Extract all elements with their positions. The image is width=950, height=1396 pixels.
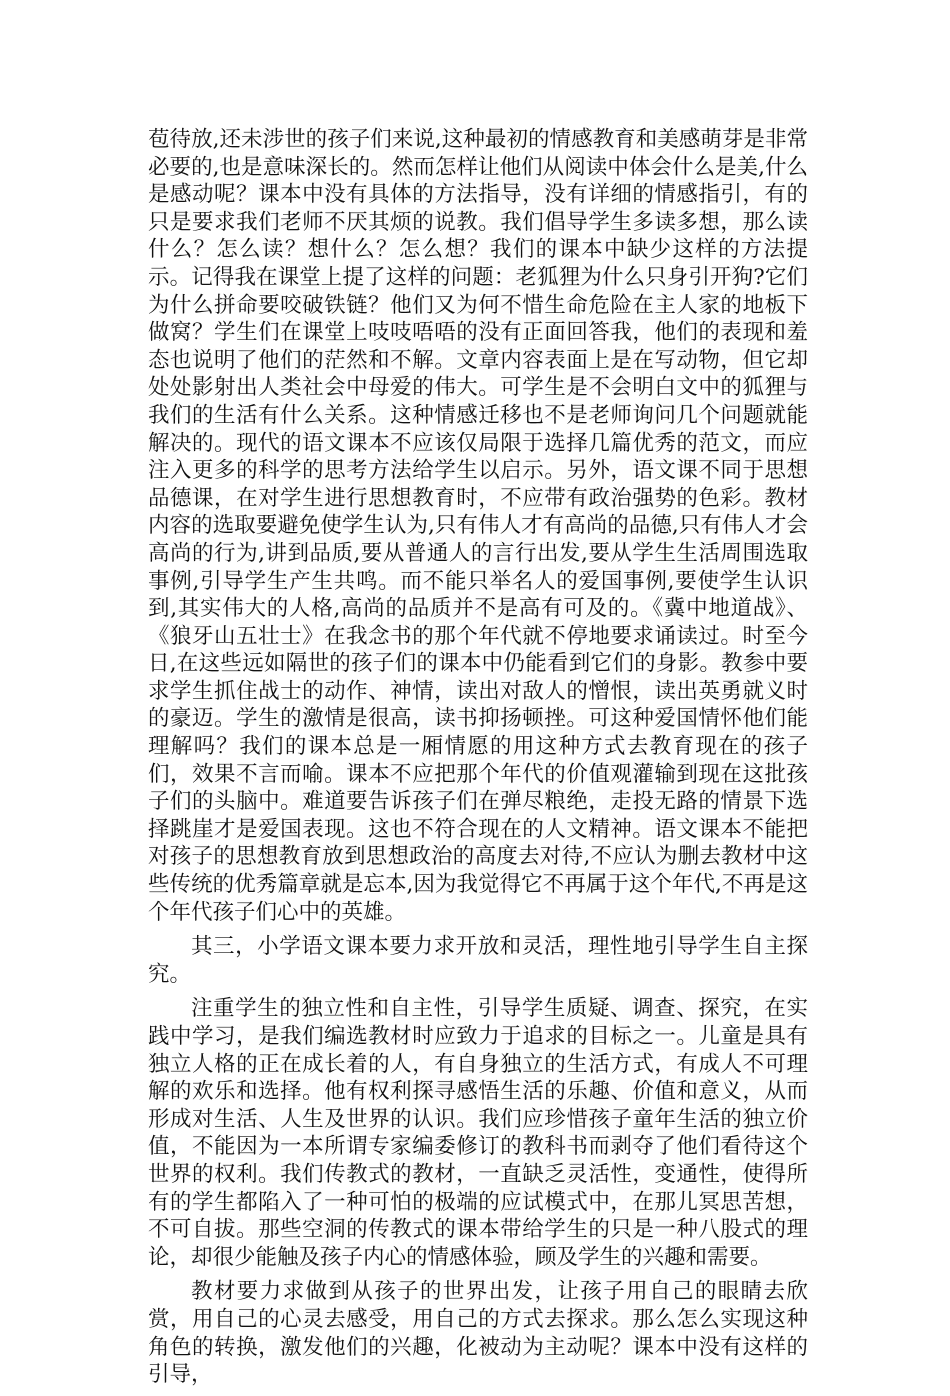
body-text	[148, 126, 808, 1396]
paragraph-student-independence: 注重学生的独立性和自主性，引导学生质疑、调查、探究，在实践中学习，是我们编选教材时应致力于追求的目标之一。儿童是具有独立人格的正在成长着的人，有自身独立的生活方式，有成人不可理解的欢乐和选择。他有权利探寻感悟生活的乐趣、价值和意义，从而形成对生活、人生及世界的认识。我们应珍惜孩子童年生活的独立价值，不能因为一本所谓专家编委修订的教科书而剥夺了他们看待这个世界的权利。我们传教式的教材，一直缺乏灵活性，变通性，使得所有的学生都陷入了一种可怕的极端的应试模式中，在那儿冥思苦想，不可自拔。那些空洞的传教式的课本带给学生的只是一种八股式的理论，却很少能触及孩子内心的情感体验，顾及学生的兴趣和需要。	[148, 996, 808, 1270]
paragraph-point-three: 其三，小学语文课本要力求开放和灵活，理性地引导学生自主探究。	[148, 934, 808, 987]
paragraph-child-world: 教材要力求做到从孩子的世界出发，让孩子用自己的眼睛去欣赏，用自己的心灵去感受，用自己的方式去探求。那么怎么实现这种角色的转换，激发他们的兴趣，化被动为主动呢？课本中没有这样的引导，	[148, 1279, 808, 1388]
paragraph-continued: 苞待放,还未涉世的孩子们来说,这种最初的情感教育和美感萌芽是非常必要的,也是意味深长的。然而怎样让他们从阅读中体会什么是美,什么是感动呢？课本中没有具体的方法指导，没有详细的情感指引，有的只是要求我们老师不厌其烦的说教。我们倡导学生多读多想，那么读什么？怎么读？想什么？怎么想？我们的课本中缺少这样的方法提示。记得我在课堂上提了这样的问题：老狐狸为什么只身引开狗?它们为什么拼命要咬破铁链？他们又为何不惜生命危险在主人家的地板下做窝？学生们在课堂上吱吱唔唔的没有正面回答我，他们的表现和羞态也说明了他们的茫然和不解。文章内容表面上是在写动物，但它却处处影射出人类社会中母爱的伟大。可学生是不会明白文中的狐狸与我们的生活有什么关系。这种情感迁移也不是老师询问几个问题就能解决的。现代的语文课本不应该仅局限于选择几篇优秀的范文，而应注入更多的科学的思考方法给学生以启示。另外，语文课不同于思想品德课，在对学生进行思想教育时，不应带有政治强势的色彩。教材内容的选取要避免使学生认为,只有伟人才有高尚的品德,只有伟人才会高尚的行为,讲到品质,要从普通人的言行出发,要从学生生活周围选取事例,引导学生产生共鸣。而不能只举名人的爱国事例,要使学生认识到,其实伟大的人格,高尚的品质并不是高有可及的。《冀中地道战》、《狼牙山五壮士》在我念书的那个年代就不停地要求诵读过。时至今日,在这些远如隔世的孩子们的课本中仍能看到它们的身影。教参中要求学生抓住战士的动作、神情，读出对敌人的憎恨，读出英勇就义时的豪迈。学生的激情是很高，读书抑扬顿挫。可这种爱国情怀他们能理解吗？我们的课本总是一厢情愿的用这种方式去教育现在的孩子们，效果不言而喻。课本不应把那个年代的价值观灌输到现在这批孩子们的头脑中。难道要告诉孩子们在弹尽粮绝，走投无路的情景下选择跳崖才是爱国表现。这也不符合现在的人文精神。语文课本不能把对孩子的思想教育放到思想政治的高度去对待,不应认为删去教材中这些传统的优秀篇章就是忘本,因为我觉得它不再属于这个年代,不再是这个年代孩子们心中的英雄。	[148, 127, 808, 925]
